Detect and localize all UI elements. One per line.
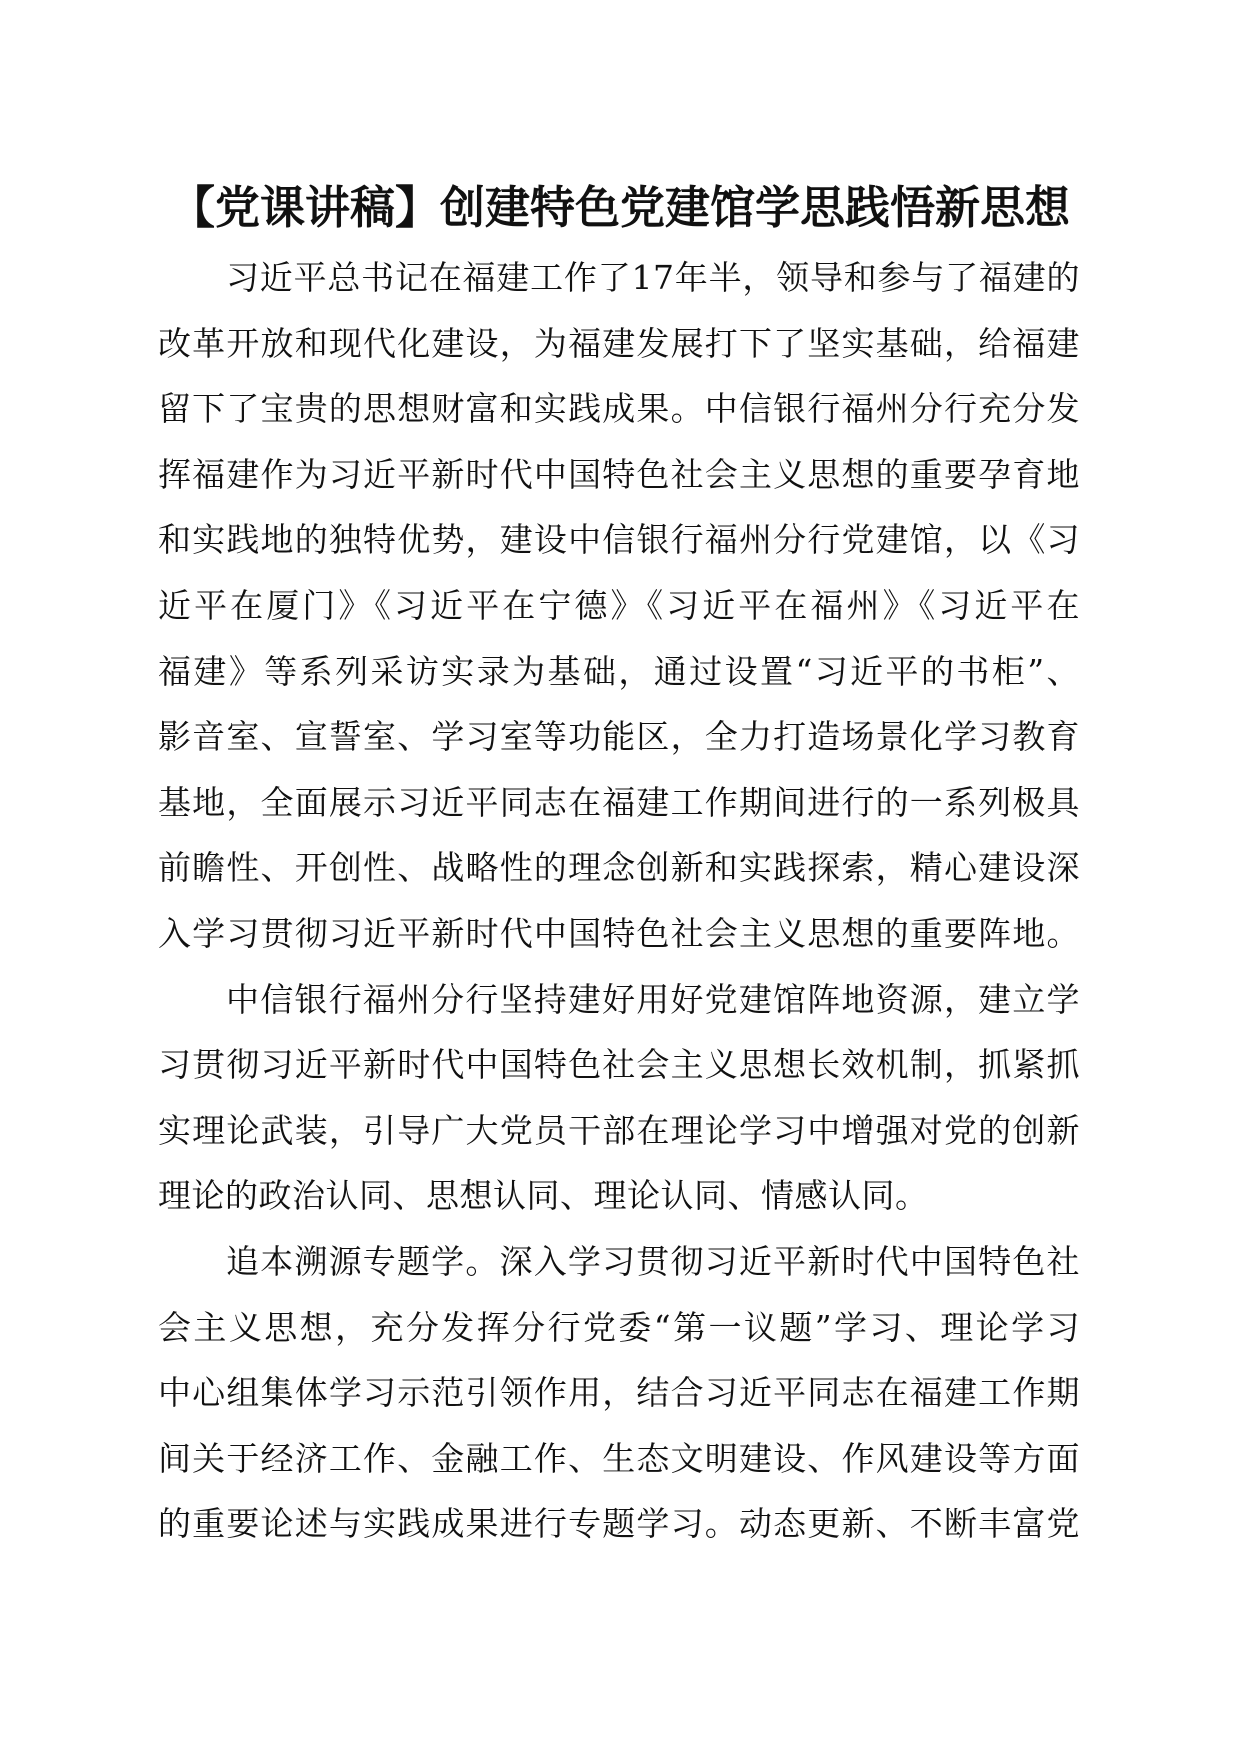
body-line: 改革开放和现代化建设，为福建发展打下了坚实基础，给福建 <box>158 323 1080 363</box>
paragraph-1 <box>158 245 1080 967</box>
body-line: 前瞻性、开创性、战略性的理念创新和实践探索，精心建设深 <box>158 848 1080 888</box>
body-line: 追本溯源专题学。深入学习贯彻习近平新时代中国特色社 <box>226 1241 1080 1281</box>
document-title: 【党课讲稿】创建特色党建馆学思践悟新思想 <box>169 181 1070 234</box>
body-line: 中心组集体学习示范引领作用，结合习近平同志在福建工作期 <box>158 1373 1080 1413</box>
paragraph-3 <box>158 1229 1080 1557</box>
body-line: 会主义思想，充分发挥分行党委“第一议题”学习、理论学习 <box>158 1307 1080 1347</box>
document-body <box>158 245 1080 1557</box>
body-line: 和实践地的独特优势，建设中信银行福州分行党建馆，以《习 <box>158 520 1080 560</box>
body-line: 理论的政治认同、思想认同、理论认同、情感认同。 <box>158 1176 929 1216</box>
body-line: 间关于经济工作、金融工作、生态文明建设、作风建设等方面 <box>158 1438 1080 1478</box>
body-line: 实理论武装，引导广大党员干部在理论学习中增强对党的创新 <box>158 1110 1080 1150</box>
body-line: 留下了宝贵的思想财富和实践成果。中信银行福州分行充分发 <box>158 389 1080 429</box>
body-line: 习近平总书记在福建工作了17年半，领导和参与了福建的 <box>226 258 1080 297</box>
paragraph-2 <box>158 967 1080 1229</box>
body-line: 基地，全面展示习近平同志在福建工作期间进行的一系列极具 <box>158 782 1080 822</box>
body-line: 福建》等系列采访实录为基础，通过设置“习近平的书柜”、 <box>158 651 1080 691</box>
body-line: 影音室、宣誓室、学习室等功能区，全力打造场景化学习教育 <box>158 717 1080 757</box>
body-line: 挥福建作为习近平新时代中国特色社会主义思想的重要孕育地 <box>158 454 1080 494</box>
body-line: 入学习贯彻习近平新时代中国特色社会主义思想的重要阵地。 <box>158 913 1080 953</box>
body-line: 中信银行福州分行坚持建好用好党建馆阵地资源，建立学 <box>226 979 1080 1019</box>
body-line: 近平在厦门》《习近平在宁德》《习近平在福州》《习近平在 <box>158 585 1080 625</box>
body-line: 习贯彻习近平新时代中国特色社会主义思想长效机制，抓紧抓 <box>158 1045 1080 1085</box>
body-line: 的重要论述与实践成果进行专题学习。动态更新、不断丰富党 <box>158 1504 1080 1544</box>
